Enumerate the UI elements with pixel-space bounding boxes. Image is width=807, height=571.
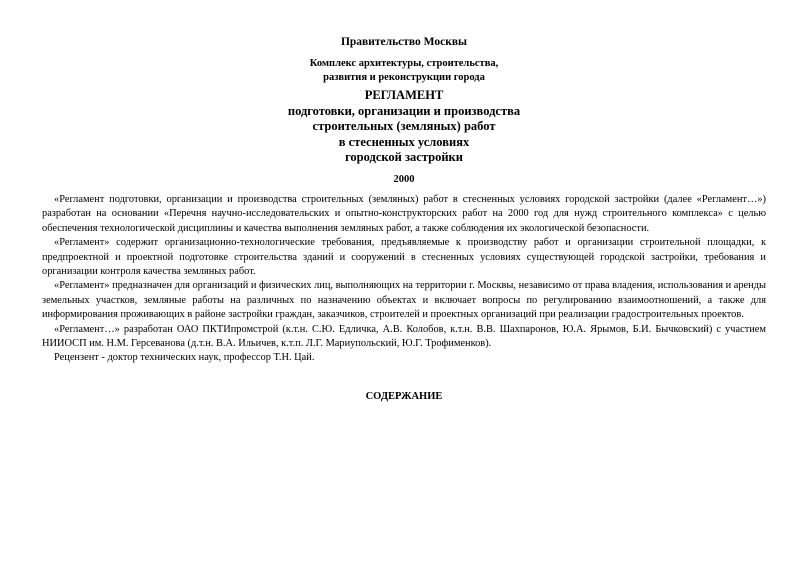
paragraph-audience: «Регламент» предназначен для организаций и физических лиц, выполняющих на территории г. Москвы, независимо от права владения, использования и аренды земельных участков, земляные работы на различных по назначению объектах и включает вопросы по регулированию взаимоотношений, а также для информирования проживающих в районе застройки граждан, заказчиков, строителей и проектных организаций при реализации градостроительных проектов. bbox=[42, 280, 766, 321]
title-line-4: в стесненных условиях bbox=[338, 134, 470, 149]
title-line-1: РЕГЛАМЕНТ bbox=[364, 88, 444, 102]
complex-heading bbox=[42, 57, 766, 84]
paragraph-purpose: «Регламент подготовки, организации и производства строительных (земляных) работ в стесненных условиях городской застройки (далее «Регламент…») разработан на основании «Перечня научно-исследовательских и опытно-конструкторских работ на 2000 год для нужд строительного комплекса» с целью обеспечения технологической дисциплины и качества выполнения земляных работ, а также соблюдения их экологической безопасности. bbox=[42, 194, 766, 234]
paragraph-contents: «Регламент» содержит организационно-технологические требования, предъявляемые к производству работ и организации строительной площадки, к предпроектной и проектной подготовке строительства зданий и сооружений в стесненных условиях существующей городской застройки, требования и организации контроля качества земляных работ. bbox=[42, 237, 766, 278]
complex-heading-line-1: Комплекс архитектуры, строительства, bbox=[309, 58, 499, 69]
paragraph-reviewer: Рецензент - доктор технических наук, профессор Т.Н. Цай. bbox=[54, 352, 315, 364]
document-title bbox=[42, 88, 766, 166]
document-body bbox=[42, 193, 766, 366]
complex-heading-line-2: развития и реконструкции города bbox=[323, 71, 485, 83]
contents-heading: СОДЕРЖАНИЕ bbox=[365, 391, 443, 402]
title-line-5: городской застройки bbox=[345, 150, 463, 164]
paragraph-authors: «Регламент…» разработан ОАО ПКТИпромстрой (к.т.н. С.Ю. Едличка, А.В. Колобов, к.т.н. В.В. Шахпаронов, Ю.А. Ярымов, Б.И. Бычковский) с участием НИИОСП им. Н.М. Герсеванова (д.т.н. В.А. Ильичев, к.т.п. Л.Г. Мариупольский, Ю.Г. Трофименков). bbox=[42, 323, 766, 350]
title-line-2: подготовки, организации и производства bbox=[287, 103, 521, 118]
government-heading: Правительство Москвы bbox=[340, 36, 468, 48]
title-line-3: строительных (земляных) работ bbox=[312, 119, 496, 133]
document-year: 2000 bbox=[393, 174, 415, 185]
